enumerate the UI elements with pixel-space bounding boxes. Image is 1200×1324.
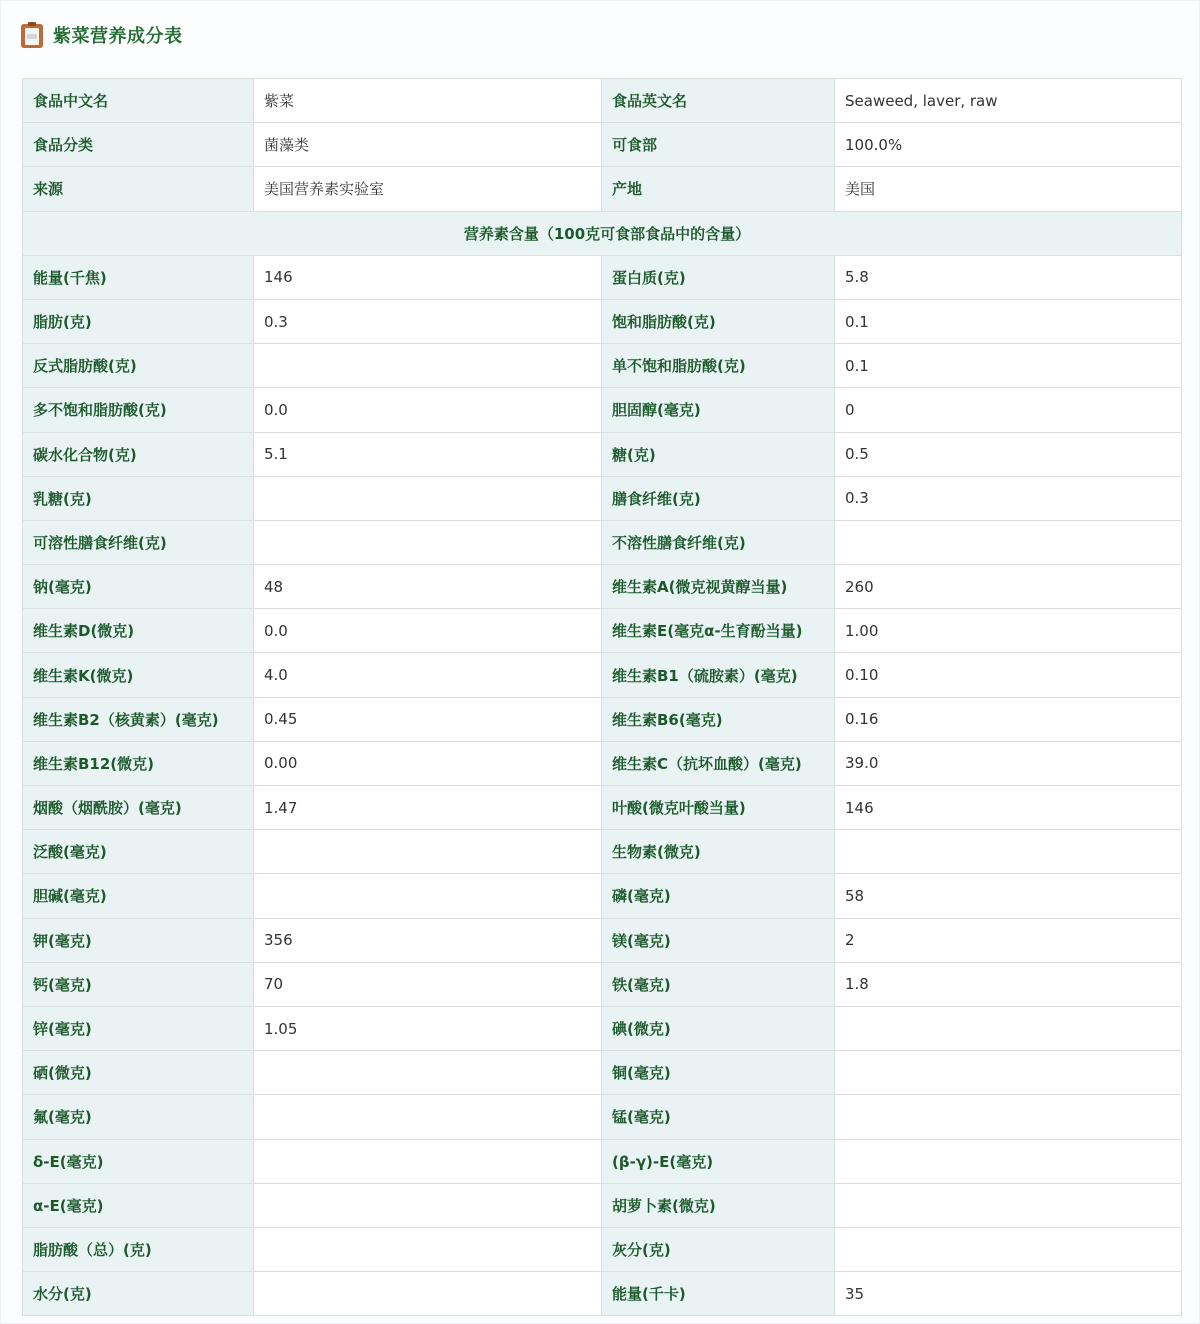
field-value (835, 1095, 1182, 1139)
table-row (23, 918, 1182, 962)
field-label: 维生素A(微克视黄醇当量) (602, 565, 835, 609)
field-value (254, 1183, 602, 1227)
field-label: 食品中文名 (23, 79, 254, 123)
field-label: 维生素B2（核黄素）(毫克) (23, 697, 254, 741)
table-row (23, 741, 1182, 785)
field-label: 磷(毫克) (602, 874, 835, 918)
field-value: 1.8 (835, 962, 1182, 1006)
field-label: 叶酸(微克叶酸当量) (602, 786, 835, 830)
field-value (254, 1139, 602, 1183)
field-value: 39.0 (835, 741, 1182, 785)
field-label: α-E(毫克) (23, 1183, 254, 1227)
clipboard-icon (21, 22, 43, 48)
field-label: 可溶性膳食纤维(克) (23, 520, 254, 564)
field-label: 饱和脂肪酸(克) (602, 299, 835, 343)
field-label: 铁(毫克) (602, 962, 835, 1006)
field-label: 钾(毫克) (23, 918, 254, 962)
field-label: 维生素E(毫克α-生育酚当量) (602, 609, 835, 653)
field-value: 0.10 (835, 653, 1182, 697)
field-value: Seaweed, laver, raw (835, 79, 1182, 123)
table-row (23, 299, 1182, 343)
field-label: 钠(毫克) (23, 565, 254, 609)
field-label: 碘(微克) (602, 1006, 835, 1050)
field-value: 0.1 (835, 299, 1182, 343)
section-header: 营养素含量（100克可食部食品中的含量） (23, 211, 1182, 255)
field-value (254, 1272, 602, 1316)
field-label: 维生素B1（硫胺素）(毫克) (602, 653, 835, 697)
field-label: 脂肪酸（总）(克) (23, 1227, 254, 1271)
field-label: 脂肪(克) (23, 299, 254, 343)
table-row (23, 255, 1182, 299)
field-label: 膳食纤维(克) (602, 476, 835, 520)
field-value: 260 (835, 565, 1182, 609)
field-label: 氟(毫克) (23, 1095, 254, 1139)
field-value: 0.0 (254, 609, 602, 653)
table-row (23, 344, 1182, 388)
field-label: 胡萝卜素(微克) (602, 1183, 835, 1227)
field-label: 灰分(克) (602, 1227, 835, 1271)
field-value: 美国 (835, 167, 1182, 211)
field-label: 维生素C（抗坏血酸）(毫克) (602, 741, 835, 785)
field-label: 反式脂肪酸(克) (23, 344, 254, 388)
field-label: 能量(千卡) (602, 1272, 835, 1316)
field-value: 48 (254, 565, 602, 609)
field-label: δ-E(毫克) (23, 1139, 254, 1183)
field-value (835, 1051, 1182, 1095)
field-value: 0 (835, 388, 1182, 432)
field-label: 可食部 (602, 123, 835, 167)
field-value: 70 (254, 962, 602, 1006)
field-value: 5.8 (835, 255, 1182, 299)
field-value (835, 1227, 1182, 1271)
table-row (23, 520, 1182, 564)
field-label: 锰(毫克) (602, 1095, 835, 1139)
field-label: 能量(千焦) (23, 255, 254, 299)
field-value (254, 1095, 602, 1139)
field-label: 硒(微克) (23, 1051, 254, 1095)
field-value: 4.0 (254, 653, 602, 697)
field-value: 美国营养素实验室 (254, 167, 602, 211)
field-value: 0.3 (254, 299, 602, 343)
field-label: 水分(克) (23, 1272, 254, 1316)
field-label: 多不饱和脂肪酸(克) (23, 388, 254, 432)
field-label: 烟酸（烟酰胺）(毫克) (23, 786, 254, 830)
field-label: 钙(毫克) (23, 962, 254, 1006)
field-label: 产地 (602, 167, 835, 211)
page-title: 紫菜营养成分表 (53, 26, 183, 47)
table-row (23, 476, 1182, 520)
field-value (254, 1051, 602, 1095)
field-value: 2 (835, 918, 1182, 962)
table-row (23, 565, 1182, 609)
field-value: 0.5 (835, 432, 1182, 476)
field-label: 乳糖(克) (23, 476, 254, 520)
nutrition-table (22, 78, 1182, 1316)
table-row (23, 830, 1182, 874)
field-label: 锌(毫克) (23, 1006, 254, 1050)
field-label: 胆碱(毫克) (23, 874, 254, 918)
table-row (23, 1272, 1182, 1316)
field-value (835, 1006, 1182, 1050)
field-value: 1.00 (835, 609, 1182, 653)
field-value: 100.0% (835, 123, 1182, 167)
field-value: 146 (835, 786, 1182, 830)
field-label: 糖(克) (602, 432, 835, 476)
field-label: 碳水化合物(克) (23, 432, 254, 476)
table-row (23, 874, 1182, 918)
table-row (23, 1051, 1182, 1095)
table-row (23, 697, 1182, 741)
field-value: 0.1 (835, 344, 1182, 388)
field-value (835, 1183, 1182, 1227)
field-label: 维生素B12(微克) (23, 741, 254, 785)
field-value (254, 344, 602, 388)
table-row (23, 1183, 1182, 1227)
field-label: 食品英文名 (602, 79, 835, 123)
table-row (23, 79, 1182, 123)
field-label: 维生素D(微克) (23, 609, 254, 653)
table-row (23, 1139, 1182, 1183)
field-label: 蛋白质(克) (602, 255, 835, 299)
field-value (254, 874, 602, 918)
field-label: 来源 (23, 167, 254, 211)
table-row (23, 1095, 1182, 1139)
field-value (835, 520, 1182, 564)
table-row (23, 432, 1182, 476)
field-value (254, 520, 602, 564)
field-value: 356 (254, 918, 602, 962)
field-value (254, 476, 602, 520)
field-value: 35 (835, 1272, 1182, 1316)
field-label: 单不饱和脂肪酸(克) (602, 344, 835, 388)
field-value: 0.3 (835, 476, 1182, 520)
field-value: 146 (254, 255, 602, 299)
field-value: 0.00 (254, 741, 602, 785)
table-row (23, 167, 1182, 211)
table-row (23, 123, 1182, 167)
table-row (23, 962, 1182, 1006)
field-label: 胆固醇(毫克) (602, 388, 835, 432)
table-row (23, 609, 1182, 653)
table-row (23, 1006, 1182, 1050)
table-row (23, 1227, 1182, 1271)
field-value: 5.1 (254, 432, 602, 476)
field-value (835, 1139, 1182, 1183)
field-value: 1.47 (254, 786, 602, 830)
field-value: 0.0 (254, 388, 602, 432)
table-row (23, 653, 1182, 697)
field-value: 菌藻类 (254, 123, 602, 167)
field-value (835, 830, 1182, 874)
field-value (254, 830, 602, 874)
field-label: 维生素K(微克) (23, 653, 254, 697)
field-label: 维生素B6(毫克) (602, 697, 835, 741)
table-row (23, 388, 1182, 432)
field-label: 生物素(微克) (602, 830, 835, 874)
field-label: 泛酸(毫克) (23, 830, 254, 874)
field-value: 1.05 (254, 1006, 602, 1050)
section-header-row (23, 211, 1182, 255)
field-label: (β-γ)-E(毫克) (602, 1139, 835, 1183)
field-label: 铜(毫克) (602, 1051, 835, 1095)
field-value: 58 (835, 874, 1182, 918)
field-value: 紫菜 (254, 79, 602, 123)
table-row (23, 786, 1182, 830)
field-label: 食品分类 (23, 123, 254, 167)
title-bar (21, 21, 183, 49)
field-label: 不溶性膳食纤维(克) (602, 520, 835, 564)
field-value: 0.45 (254, 697, 602, 741)
field-value: 0.16 (835, 697, 1182, 741)
field-value (254, 1227, 602, 1271)
field-label: 镁(毫克) (602, 918, 835, 962)
